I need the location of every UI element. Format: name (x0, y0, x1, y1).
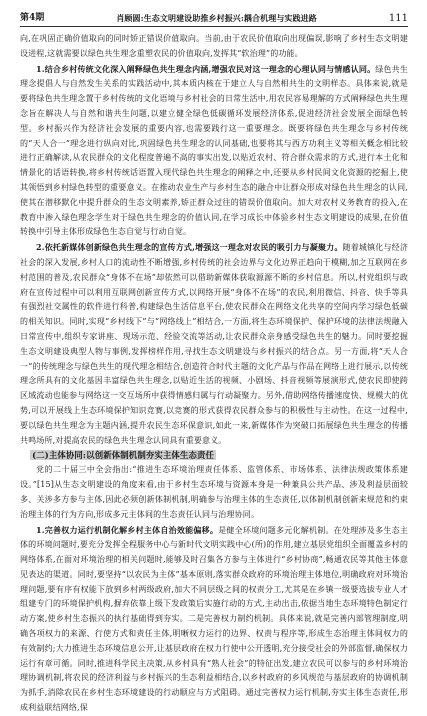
paragraph-continued: 向,在巩固正确价值取向的同时矫正错误价值取向。当前,由于农民价值取向出现偏误,影响了乡村生态文明建设进程,这就需要以绿色共生理念重塑农民的价值取向,发挥其“软治理”的功能。 (20, 34, 408, 58)
paragraph-2-text: 随着城镇化与经济社会的深入发展,乡村人口的流动性不断增强,乡村传统的社会边界与文化边界正趋向于模糊,加之互联网在乡村范围的普及,农民群众“身体不在场”却依然可以借助新媒体获取源源不断的乡村信息。所以,村党组织与政府在宣传过程中可以利用互联网创新宣传方式,以网络开展“身体不在场”的农民,利用微信、抖音、快手等具有强烈社交属性的软件进行科普,构建绿色生活信息平台,使农民群众在网络文化共享的空间内学习绿色低碳的相关知识。同时,实现“乡村线下”与“网络线上”相结合,一方面,将生态环境保护、保护环境的法律法规融入日常宣传中,组织专家讲座、现场示范、经验交流等活动,让农民群众亲身感受绿色共生的魅力。同时要挖掘生态文明建设典型人物与事例,发挥榜样作用,寻找生态文明建设与乡村振兴的结合点。另一方面,将“天人合一”的传统理念与绿色共生的现代理念相结合,创造符合时代主题的文化产品与作品在网络上进行展示,以传统理念所具有的文化基因丰富绿色共生理念,以贴近生活的视频、小剧场、抖音视频等展演形式,使农民即使跨区域流动也能参与网络这一交互场所中获得情感归属与行动凝聚力。另外,借助网络传播速度快、规模大的优势,可以开展线上生态环境保护知识竞赛,以竞赛的形式获得农民群众参与的积极性与主动性。在这一过程中,要以绿色共生理念为主题内涵,提升农民生态环保意识,如此一来,新媒体作为突破口拓展绿色共生理念的传播共鸣场所,对提高农民的绿色共生理念认同具有重要意义。 (20, 243, 408, 445)
paragraph-1 (20, 62, 408, 241)
issue-number: 第4期 (20, 13, 45, 23)
section-heading (20, 448, 408, 463)
running-title: 肖顾圆:生态文明建设助推乡村振兴:耦合机理与实践进路 (116, 13, 317, 23)
paragraph-1-text: 绿色共生理念提倡人与自然发生关系的实践活动中,其本质内核在于建立人与自然相共生的文明样态。具体来说,就是要将绿色共生理念置于乡村传统的文化语境与乡村社会的日常生活中,用农民容易理解的方式阐释绿色共生理念旨在解决人与自然和谐共生问题,以建立健全绿色低碳循环发展经济体系,促进经济社会发展全面绿色转型。乡村振兴作为经济社会发展的重要内容,也需要践行这一重要理念。既要将绿色共生理念与乡村传统的“天人合一”理念进行纵向对比,巩固绿色共生理念的认同基础,也要将其与西方功利主义等相关概念相比较进行正确解读,从农民群众的文化程度普遍不高的事实出发,以贴近农村、符合群众需求的方式,进行本土化和情景化的话语转换,将乡村传统话语置入现代绿色共生理念的阐释之中,还要从乡村民间文化资源的挖掘上,使其领悟到乡村绿色转型的重要意义。在推动农业生产与乡村生态的融合中让群众形成对绿色共生理念的认同,使其在潜移默化中提升群众的生态文明素养,矫正群众过往的错误价值取向。加大对农村义务教育的投入,在教育中渗入绿色理念学生对于绿色共生理念的价值认同,在学习成长中体验乡村生态文明建设的成果,在价值转换中引导主体形成绿色生态自觉与行动自觉。 (20, 64, 408, 237)
subsection-heading-1: 1.结合乡村传统文化深入阐释绿色共生理念内涵,增强农民对这一理念的心理认同与情感认同。 (36, 63, 376, 74)
subsection-heading-3: 1.完善权力运行机制化解乡村主体自治效能偏移。 (36, 524, 219, 535)
running-header (20, 0, 408, 27)
section-heading-text: (二)主体协同:以创新体制机制夯实主体生态责任 (32, 450, 215, 461)
paragraph-4 (20, 523, 408, 716)
subsection-heading-2: 2.依托新媒体创新绿色共生理念的宣传方式,增强这一理念对农民的吸引力与凝聚力。 (36, 242, 343, 253)
page-number: 111 (388, 13, 408, 24)
article-body (20, 32, 408, 716)
paragraph-4-text: 是健全环境问题多元化解机制。在处理涉及多生态主体的环境问题时,要充分发挥全程服务中心与新时代文明实践中心(所)的作用,建立基层党组织全面覆盖乡村的网络体系,在面对环境治理的相关问题时,能够及时召集各方参与主体进行“乡村协商”,畅通农民等其他主体意见表达的渠道。同时,要坚持“以农民为主体”基本原则,落实群众政府的环境治理主体地位,明确政府对环境治理问题,要有序有权能下放到乡村两级政府,加大不同层级之间的权责分工,尤其是在乡镇一级要选拔专业人才组建专门的环境保护机构,摒弃依靠上级下发政策后实施行动的方式,主动出击,依据当地生态环境特色制定行动方案,使乡村生态振兴的执行基础得到夯实。二是完善权力制约机制。具体来说,就是完善内部管理制度,明确各项权力的来源、行使方式和责任主体,明晰权力运行的边界、权责与程序等,形成生态治理主体间权力的有效制约;大力推进生态环境信息公开,让基层政府在权力行使中公开透明,充分接受社会的外部监督,确保权力运行有章可循。同时,推进科学民主决策,从乡村具有“熟人社会”的特征出发,建立农民可以参与的乡村环境治理协调机制,将农民的经济利益与乡村振兴的生态利益相结合,以乡村政府的乡风规范与基层政府的协调机制为抓手,消除农民在乡村生态环境建设的行动顺应与方式阻碍。通过完善权力运行机制,夯实主体生态责任,形成利益联结网络,保 (20, 525, 408, 713)
paragraph-2 (20, 240, 408, 448)
paragraph-3: 党的二十届三中全会指出:“推进生态环境治理责任体系、监管体系、市场体系、法律法规政策体系建设。”[15]从生态文明建设的角度来看,由于乡村生态环境与资源本身是一种兼具公共产品、涉及利益层面较多、关涉多方参与主体,因此必须创新体制机制,明确参与治理主体的生态责任,以体制机制创新来规范和约束治理主体的行为方向,形成多元主体间的生态责任认同与治理协同。 (20, 465, 408, 519)
